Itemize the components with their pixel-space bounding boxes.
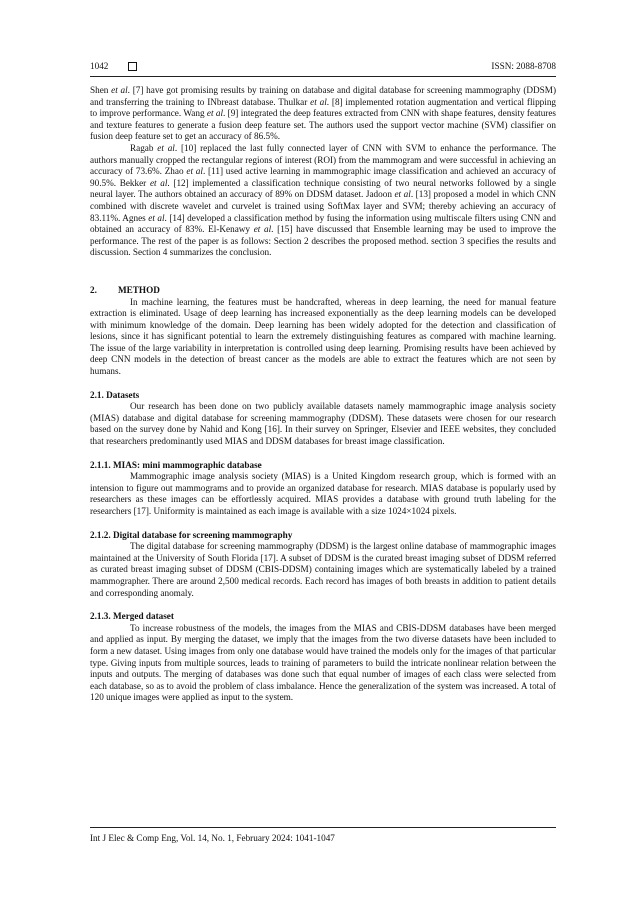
intro-paragraph-1 xyxy=(90,85,556,143)
text-run-italic: et al xyxy=(394,189,411,200)
section-heading-method xyxy=(90,285,556,297)
text-run: . [9] integrated the deep features extracted from CNN with shape features, density features and texture features to generate a fusion deep feature set. The authors used the support vector machine (SVM) classifier on fusion deep feature set to get an accuracy of 86.5%. xyxy=(90,108,557,142)
text-run: . [10] replaced the last fully connected layer of CNN with SVM to enhance the performance. The authors manually cropped the rectangular regions of interest (ROI) from the mammogram and were successful in achieving an accuracy of 73.6%. Zhao xyxy=(90,142,556,177)
issn: ISSN: 2088-8708 xyxy=(491,61,556,71)
subsection-heading-merged: 2.1.3. Merged dataset xyxy=(90,611,174,622)
subsection-heading-ddsm: 2.1.2. Digital database for screening mammography xyxy=(90,529,293,540)
footer-rule xyxy=(90,827,556,828)
journal-citation: Int J Elec & Comp Eng, Vol. 14, No. 1, February 2024: 1041-1047 xyxy=(90,833,335,843)
text-run: Ragab xyxy=(130,142,158,153)
subsection-heading-mias: 2.1.1. MIAS: mini mammographic database xyxy=(90,459,262,470)
text-run-italic: et al xyxy=(148,212,165,223)
text-run-italic: et al xyxy=(157,142,175,153)
text-run: . [14] developed a classification method by fusing the information using multiscale filters using CNN and obtained an accuracy of 83%. El-Kenawy xyxy=(90,212,556,235)
text-run-italic: et al xyxy=(186,166,203,177)
text-run: Shen xyxy=(90,85,112,95)
ddsm-paragraph: The digital database for screening mammography (DDSM) is the largest online database of mammographic images maintained at the University of South Florida [17]. A subset of DDSM is the curated breast imaging subset of DDSM referred as curated breast imaging subset of DDSM (CBIS-DDSM) containing images which are systematically labeled by a trained mammographer. There are around 2,500 medical records. Each record has images of both breasts in addition to patient details and corresponding anomaly. xyxy=(90,541,556,598)
section-number: 2. xyxy=(90,284,97,295)
mias-paragraph: Mammographic image analysis society (MIAS) is a United Kingdom research group, which is formed with an intension to figure out mammograms and to provide an organized database for research. MIAS database is popularly used by researchers as these images can be effortlessly acquired. MIAS provides a database with ground truth labeling for the researchers [17]. Uniformity is maintained as each image is available with a size 1024×1024 pixels. xyxy=(90,471,556,516)
text-run: . [11] used active learning in mammographic image classification and achieved an accuracy of 90.5%. Bekker xyxy=(90,166,556,188)
text-run-italic: et al xyxy=(149,177,168,188)
running-header xyxy=(90,58,556,74)
merged-paragraph: To increase robustness of the models, the images from the MIAS and CBIS-DDSM databases have been merged and applied as input. By merging the dataset, we imply that the images from the two diverse datasets have been included to form a new dataset. Using images from only one database would have trained the models only for the images of that particular type. Giving inputs from multiple sources, leads to training of parameters to build the intricate nonlinear relation between the inputs and outputs. The merging of databases was done such that equal number of images of each class were selected from each database, so as to avoid the problem of class imbalance. Hence the generalization of the system was increased. A total of 120 unique images were applied as input to the system. xyxy=(90,622,556,703)
header-rule xyxy=(90,76,556,77)
text-run-italic: et al xyxy=(310,96,327,107)
intro-paragraph-2 xyxy=(90,143,556,259)
square-bullet-icon xyxy=(128,62,137,71)
text-run: . [13] proposed a model in which CNN combined with discrete wavelet and curvelet is trained using SoftMax layer and SVM; thereby achieving an accuracy of 83.11%. Agnes xyxy=(90,189,557,223)
header-left xyxy=(90,61,137,71)
text-run: . [7] have got promising results by training on database and digital database for screening mammography (DDSM) and transferring the training to INbreast database. Thulkar xyxy=(90,85,557,107)
section-title: METHOD xyxy=(118,284,160,295)
body-text xyxy=(90,85,556,704)
page-number: 1042 xyxy=(90,61,109,71)
text-run-italic: et al xyxy=(253,224,272,235)
text-run: . [15] have discussed that Ensemble learning may be used to improve the performance. The rest of the paper is as follows: Section 2 describes the proposed method. section 3 specifies the results and discussion. Section 4 summarizes the conclusion. xyxy=(90,224,557,258)
text-run: . [8] implemented rotation augmentation and vertical flipping to improve performance. Wang xyxy=(90,96,557,119)
text-run-italic: et al xyxy=(111,85,128,95)
text-run-italic: et al xyxy=(206,108,224,119)
text-run: . [12] implemented a classification technique consisting of two neural networks followed by a single neural layer. The authors obtained an accuracy of 89% on DDSM dataset. Jadoon xyxy=(90,177,557,200)
datasets-paragraph: Our research has been done on two publicly available datasets namely mammographic image analysis society (MIAS) database and digital database for screening mammography (DDSM). These datasets were chosen for our research based on the survey done by Nahid and Kong [16]. In their survey on Springer, Elsevier and IEEE websites, they concluded that researchers predominantly used MIAS and DDSM databases for breast image classification. xyxy=(90,401,556,447)
subsection-heading-datasets: 2.1. Datasets xyxy=(90,389,140,400)
method-paragraph: In machine learning, the features must be handcrafted, whereas in deep learning, the need for manual feature extraction is eliminated. Usage of deep learning has increased exponentially as the deep learning models can be developed with minimum knowledge of the domain. Deep learning has been widely adopted for the detection and classification of lesions, since it has significant potential to learn the extremely distinguishing features as compared with machine learning. The issue of the large variability in interpretation is controlled using deep learning. Promising results have been achieved by deep CNN models in the detection of breast cancer as the models are able to extract the features which are not seen by humans. xyxy=(90,296,556,377)
